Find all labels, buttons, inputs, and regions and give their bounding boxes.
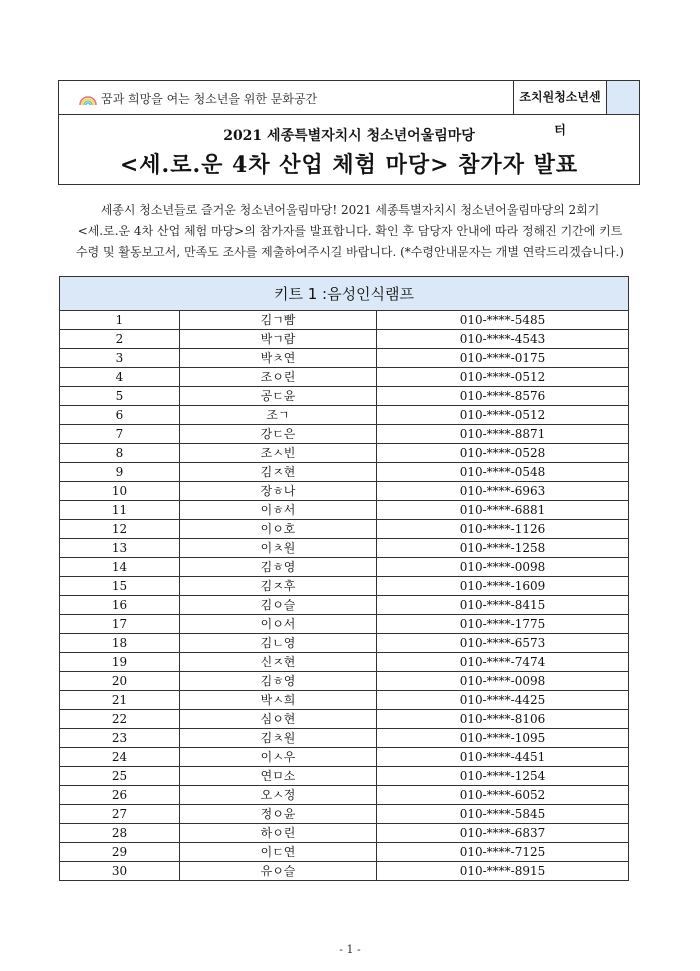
phone-number: 010-****-1258: [377, 539, 629, 558]
intro-line-2: <세.로.운 4차 산업 체험 마당>의 참가자를 발표합니다. 확인 후 담당자 안내에 따라 정해진 기간에 키트: [77, 224, 623, 238]
row-number: 7: [60, 425, 180, 444]
row-number: 19: [60, 653, 180, 672]
row-number: 8: [60, 444, 180, 463]
table-row: [60, 501, 629, 520]
row-number: 1: [60, 311, 180, 330]
row-number: 10: [60, 482, 180, 501]
phone-number: 010-****-6837: [377, 824, 629, 843]
phone-number: 010-****-8915: [377, 862, 629, 881]
row-number: 11: [60, 501, 180, 520]
phone-number: 010-****-8106: [377, 710, 629, 729]
phone-number: 010-****-1126: [377, 520, 629, 539]
participant-name: 김ㅊ원: [180, 729, 377, 748]
participant-name: 김ㄴ영: [180, 634, 377, 653]
table-row: [60, 710, 629, 729]
table-row: [60, 786, 629, 805]
phone-number: 010-****-0098: [377, 672, 629, 691]
title-box: [58, 115, 640, 185]
participant-name: 김ㅎ영: [180, 558, 377, 577]
table-row: [60, 615, 629, 634]
table-row: [60, 748, 629, 767]
participant-name: 김ㄱ빰: [180, 311, 377, 330]
phone-number: 010-****-1095: [377, 729, 629, 748]
table-row: [60, 672, 629, 691]
participant-name: 유ㅇ슬: [180, 862, 377, 881]
table-row: [60, 634, 629, 653]
participant-rows: [60, 311, 629, 881]
slogan-text: 꿈과 희망을 여는 청소년을 위한 문화공간: [101, 92, 318, 106]
table-row: [60, 653, 629, 672]
table-row: [60, 406, 629, 425]
participant-name: 김ㅇ슬: [180, 596, 377, 615]
table-row: [60, 767, 629, 786]
phone-number: 010-****-0098: [377, 558, 629, 577]
participant-name: 이ㅅ우: [180, 748, 377, 767]
intro-line-3: 수령 및 활동보고서, 만족도 조사를 제출하여주시길 바랍니다. (*수령안내문자는 개별 연락드리겠습니다.): [75, 245, 624, 259]
participant-name: 오ㅅ정: [180, 786, 377, 805]
participant-name: 박ㅊ연: [180, 349, 377, 368]
participant-name: 조ㄱ: [180, 406, 377, 425]
phone-number: 010-****-1775: [377, 615, 629, 634]
participant-name: 김ㅈ후: [180, 577, 377, 596]
phone-number: 010-****-4451: [377, 748, 629, 767]
phone-number: 010-****-6052: [377, 786, 629, 805]
table-row: [60, 539, 629, 558]
phone-number: 010-****-8576: [377, 387, 629, 406]
table-row: [60, 558, 629, 577]
participant-name: 이ㄷ연: [180, 843, 377, 862]
organization-name: 조치원청소년센터: [513, 81, 607, 114]
phone-number: 010-****-0512: [377, 368, 629, 387]
row-number: 26: [60, 786, 180, 805]
phone-number: 010-****-6881: [377, 501, 629, 520]
phone-number: 010-****-0528: [377, 444, 629, 463]
row-number: 27: [60, 805, 180, 824]
participant-name: 공ㄷ윤: [180, 387, 377, 406]
row-number: 14: [60, 558, 180, 577]
row-number: 22: [60, 710, 180, 729]
participant-name: 연ㅁ소: [180, 767, 377, 786]
participant-table: [59, 276, 629, 881]
participant-name: 이ㅊ원: [180, 539, 377, 558]
row-number: 20: [60, 672, 180, 691]
participant-name: 김ㅈ현: [180, 463, 377, 482]
table-row: [60, 330, 629, 349]
phone-number: 010-****-7474: [377, 653, 629, 672]
participant-name: 정ㅇ윤: [180, 805, 377, 824]
participant-name: 장ㅎ나: [180, 482, 377, 501]
table-row: [60, 596, 629, 615]
phone-number: 010-****-8871: [377, 425, 629, 444]
phone-number: 010-****-8415: [377, 596, 629, 615]
participant-name: 이ㅇ호: [180, 520, 377, 539]
header-accent-cell: [607, 81, 639, 114]
table-row: [60, 691, 629, 710]
rainbow-icon: [79, 95, 97, 105]
phone-number: 010-****-5845: [377, 805, 629, 824]
table-row: [60, 425, 629, 444]
table-row: [60, 368, 629, 387]
row-number: 17: [60, 615, 180, 634]
participant-name: 박ㅅ희: [180, 691, 377, 710]
phone-number: 010-****-0175: [377, 349, 629, 368]
phone-number: 010-****-6963: [377, 482, 629, 501]
row-number: 25: [60, 767, 180, 786]
participant-name: 이ㅇ서: [180, 615, 377, 634]
table-row: [60, 387, 629, 406]
phone-number: 010-****-1254: [377, 767, 629, 786]
phone-number: 010-****-0548: [377, 463, 629, 482]
table-row: [60, 482, 629, 501]
row-number: 28: [60, 824, 180, 843]
table-row: [60, 862, 629, 881]
table-row: [60, 349, 629, 368]
page-number: - 1 -: [339, 943, 361, 956]
row-number: 18: [60, 634, 180, 653]
participant-name: 심ㅇ현: [180, 710, 377, 729]
table-row: [60, 729, 629, 748]
intro-paragraph: [40, 200, 660, 263]
table-row: [60, 843, 629, 862]
participant-name: 이ㅎ서: [180, 501, 377, 520]
intro-line-1: 세종시 청소년들로 즐거운 청소년어울림마당! 2021 세종특별자치시 청소년어울림마당의 2회기: [100, 203, 600, 217]
page-title: <세.로.운 4차 산업 체험 마당> 참가자 발표: [119, 152, 579, 178]
row-number: 3: [60, 349, 180, 368]
row-number: 5: [60, 387, 180, 406]
table-row: [60, 444, 629, 463]
phone-number: 010-****-7125: [377, 843, 629, 862]
participant-name: 김ㅎ영: [180, 672, 377, 691]
participant-name: 신ㅈ현: [180, 653, 377, 672]
table-row: [60, 520, 629, 539]
table-row: [60, 824, 629, 843]
phone-number: 010-****-1609: [377, 577, 629, 596]
row-number: 13: [60, 539, 180, 558]
table-heading: 키트 1 :음성인식램프: [60, 277, 629, 311]
phone-number: 010-****-5485: [377, 311, 629, 330]
row-number: 15: [60, 577, 180, 596]
row-number: 23: [60, 729, 180, 748]
table-row: [60, 577, 629, 596]
phone-number: 010-****-4543: [377, 330, 629, 349]
participant-name: 조ㅇ린: [180, 368, 377, 387]
row-number: 9: [60, 463, 180, 482]
event-subtitle: 2021 세종특별자치시 청소년어울림마당: [223, 128, 475, 144]
row-number: 29: [60, 843, 180, 862]
row-number: 21: [60, 691, 180, 710]
row-number: 16: [60, 596, 180, 615]
row-number: 4: [60, 368, 180, 387]
participant-name: 조ㅅ빈: [180, 444, 377, 463]
row-number: 6: [60, 406, 180, 425]
row-number: 12: [60, 520, 180, 539]
phone-number: 010-****-4425: [377, 691, 629, 710]
phone-number: 010-****-6573: [377, 634, 629, 653]
table-row: [60, 805, 629, 824]
participant-name: 강ㄷ은: [180, 425, 377, 444]
slogan: [79, 90, 317, 107]
table-row: [60, 311, 629, 330]
phone-number: 010-****-0512: [377, 406, 629, 425]
row-number: 30: [60, 862, 180, 881]
row-number: 2: [60, 330, 180, 349]
participant-name: 하ㅇ린: [180, 824, 377, 843]
row-number: 24: [60, 748, 180, 767]
table-row: [60, 463, 629, 482]
participant-name: 박ㄱ람: [180, 330, 377, 349]
